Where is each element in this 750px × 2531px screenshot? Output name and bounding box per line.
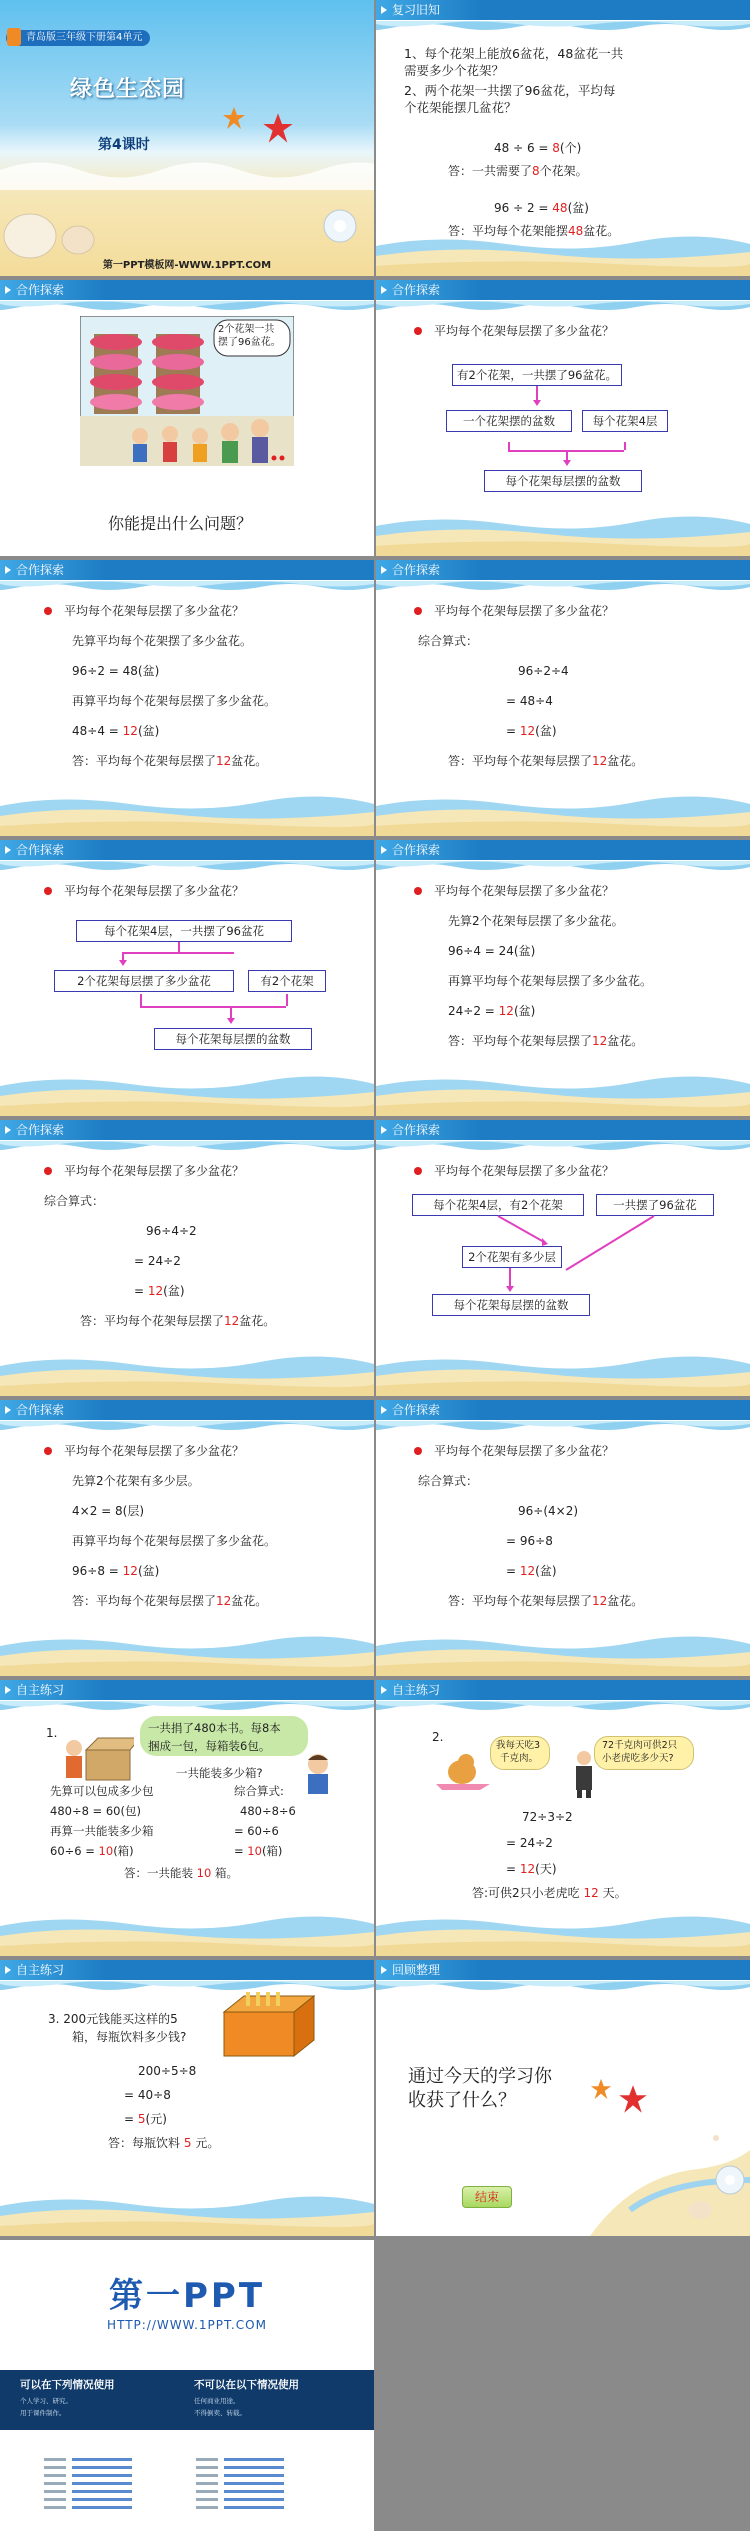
box-layers: 每个花架4层 xyxy=(582,410,668,432)
starfish-icon xyxy=(222,106,246,130)
method-1-step-1: 先算可以包成多少包 xyxy=(50,1784,154,1798)
slide-header: 合作探索 xyxy=(0,560,374,580)
beach-band xyxy=(0,1914,374,1956)
cannot-use-heading: 不可以在以下情况使用 xyxy=(194,2379,299,2391)
question: 平均每个花架每层摆了多少盆花？ xyxy=(434,1444,615,1458)
slide-header: 合作探索 xyxy=(0,1400,374,1420)
slide-practice-3 xyxy=(0,1960,374,2236)
header-wave xyxy=(376,1698,750,1710)
slide-header: 回顾整理 xyxy=(376,1960,750,1980)
bubble-tiger-line-2: 千克肉。 xyxy=(500,1753,539,1764)
step-2: 再算平均每个花架每层摆了多少盆花。 xyxy=(72,694,277,708)
combined-label: 综合算式： xyxy=(44,1194,105,1208)
wave-icon xyxy=(0,150,374,190)
summary-line-1: 通过今天的学习你 xyxy=(408,2066,552,2087)
slide-method-1 xyxy=(0,560,374,836)
step-1-eq: 96÷2 = 48(盆) xyxy=(72,664,160,678)
beach-band xyxy=(376,514,750,556)
bubble-line-2: 摆了96盆花。 xyxy=(218,337,281,348)
slide-header: 合作探索 xyxy=(376,1400,750,1420)
step-1: 先算2个花架每层摆了多少盆花。 xyxy=(448,914,624,928)
cover-title: 绿色生态园 xyxy=(70,77,186,102)
box-two-shelves: 有2个花架 xyxy=(248,970,326,992)
combined-label: 综合算式: xyxy=(234,1784,284,1798)
slide-header: 合作探索 xyxy=(376,560,750,580)
box-total-layers: 2个花架有多少层 xyxy=(462,1246,562,1268)
bubble-keeper-line-1: 72千克肉可供2只 xyxy=(602,1740,678,1751)
header-wave xyxy=(376,858,750,870)
header-wave xyxy=(376,18,750,30)
combined-result: = 12(盆) xyxy=(506,724,557,738)
summary-line-2: 收获了什么？ xyxy=(408,2090,516,2111)
header-wave xyxy=(376,1418,750,1430)
problem-number: 2. xyxy=(432,1730,444,1744)
box-result: 每个花架每层摆的盆数 xyxy=(154,1028,312,1050)
box-given: 每个花架4层，一共摆了96盆花 xyxy=(76,920,292,942)
combined-eq: 480÷8÷6 xyxy=(240,1804,296,1818)
end-button[interactable]: 结束 xyxy=(462,2186,512,2208)
header-wave xyxy=(0,1418,374,1430)
question: 平均每个花架每层摆了多少盆花？ xyxy=(434,324,615,338)
bubble-line-1: 一共捐了480本书。每8本 xyxy=(148,1721,281,1735)
slide-diagram-c xyxy=(376,1120,750,1396)
question-line-1: 3. 200元钱能买这样的5 xyxy=(48,2012,178,2026)
answer: 答:可供2只小老虎吃 12 天。 xyxy=(472,1886,627,1900)
combined-step: = 40÷8 xyxy=(124,2088,171,2102)
box-result: 每个花架每层摆的盆数 xyxy=(432,1294,590,1316)
combined-label: 综合算式： xyxy=(418,1474,479,1488)
beach-band xyxy=(0,1354,374,1396)
answer: 答：平均每个花架每层摆了12盆花。 xyxy=(72,754,268,768)
tiger-illustration xyxy=(436,1750,490,1790)
answer: 答：一共能装 10 箱。 xyxy=(124,1866,238,1880)
beach-band xyxy=(376,1914,750,1956)
bullet-icon xyxy=(414,607,422,615)
header-wave xyxy=(376,1138,750,1150)
slide-cover xyxy=(0,0,374,276)
method-1-step-2: 再算一共能装多少箱 xyxy=(50,1824,154,1838)
slide-summary xyxy=(376,1960,750,2236)
slide-header: 合作探索 xyxy=(0,280,374,300)
equation-1: 48 ÷ 6 = 8(个) xyxy=(494,141,582,155)
method-1-step-1-eq: 480÷8 = 60(包) xyxy=(50,1804,141,1818)
bubble-keeper-line-2: 小老虎吃多少天? xyxy=(602,1753,674,1764)
box-given: 有2个花架，一共摆了96盆花。 xyxy=(452,364,622,386)
beach-band xyxy=(0,794,374,836)
can-use-heading: 可以在下列情况使用 xyxy=(20,2379,115,2391)
combined-result: = 12(盆) xyxy=(134,1284,185,1298)
question: 平均每个花架每层摆了多少盆花？ xyxy=(434,884,615,898)
book-icon xyxy=(7,28,21,46)
answer: 答：平均每个花架每层摆了12盆花。 xyxy=(448,1594,644,1608)
book-box-illustration xyxy=(62,1732,134,1784)
promo-url[interactable]: HTTP://WWW.1PPT.COM xyxy=(107,2318,267,2332)
answer: 答：平均每个花架每层摆了12盆花。 xyxy=(448,1034,644,1048)
starfish-red-icon xyxy=(262,112,294,144)
boy-icon xyxy=(302,1752,334,1794)
beach-band xyxy=(0,1634,374,1676)
step-2: 再算平均每个花架每层摆了多少盆花。 xyxy=(72,1534,277,1548)
bullet-icon xyxy=(414,1447,422,1455)
question: 平均每个花架每层摆了多少盆花？ xyxy=(434,604,615,618)
badge: 青岛版三年级下册第4单元 xyxy=(6,30,150,46)
beach-band xyxy=(376,1634,750,1676)
header-wave xyxy=(0,1698,374,1710)
box-total: 一共摆了96盆花 xyxy=(596,1194,714,1216)
cannot-use-2: 不得倒卖、转载。 xyxy=(194,2409,246,2417)
answer: 答：平均每个花架每层摆了12盆花。 xyxy=(448,754,644,768)
answer-2: 答：平均每个花架能摆48盆花。 xyxy=(448,224,620,238)
bullet-icon xyxy=(44,1447,52,1455)
combined-result: = 12(盆) xyxy=(506,1564,557,1578)
combined-eq: 96÷4÷2 xyxy=(146,1224,197,1238)
bullet-icon xyxy=(414,887,422,895)
bullet-icon xyxy=(44,607,52,615)
question-line-2: 箱，每瓶饮料多少钱? xyxy=(72,2030,187,2044)
bubble-line-2: 捆成一包，每箱装6包。 xyxy=(148,1739,271,1753)
answer: 答：平均每个花架每层摆了12盆花。 xyxy=(80,1314,276,1328)
header-wave xyxy=(376,1978,750,1990)
step-2-eq: 48÷4 = 12(盆) xyxy=(72,724,160,738)
box-per-shelf: 一个花架摆的盆数 xyxy=(446,410,572,432)
header-wave xyxy=(376,578,750,590)
combined-eq: 96÷2÷4 xyxy=(518,664,569,678)
drink-box-illustration xyxy=(216,1990,334,2060)
can-use-1: 个人学习、研究。 xyxy=(20,2397,72,2405)
bullet-icon xyxy=(44,887,52,895)
question-1a: 1、每个花架上能放6盆花，48盆花一共 xyxy=(404,46,624,61)
question: 平均每个花架每层摆了多少盆花？ xyxy=(434,1164,615,1178)
link-list xyxy=(0,2436,374,2531)
combined-step: = 48÷4 xyxy=(506,694,553,708)
beach-band xyxy=(376,794,750,836)
combined-eq: 96÷(4×2) xyxy=(518,1504,579,1518)
keeper-icon xyxy=(572,1750,596,1798)
bullet-icon xyxy=(414,327,422,335)
slide-header: 自主练习 xyxy=(0,1960,374,1980)
connector-lines xyxy=(376,1120,750,1396)
beach-band xyxy=(376,1074,750,1116)
header-wave xyxy=(0,858,374,870)
beach-band xyxy=(376,234,750,276)
header-wave xyxy=(0,298,374,310)
step-2-eq: 96÷8 = 12(盆) xyxy=(72,1564,160,1578)
box-result: 每个花架每层摆的盆数 xyxy=(484,470,642,492)
step-2: 再算平均每个花架每层摆了多少盆花。 xyxy=(448,974,653,988)
slide-method-3 xyxy=(0,1400,374,1676)
bubble-line-1: 2个花架一共 xyxy=(218,324,275,335)
slide-promo xyxy=(0,2240,374,2531)
slide-combined-3 xyxy=(376,1400,750,1676)
combined-eq: 72÷3÷2 xyxy=(522,1810,573,1824)
bullet-icon xyxy=(44,1167,52,1175)
cover-footer: 第一PPT模板网-WWW.1PPT.COM xyxy=(102,260,272,271)
question: 平均每个花架每层摆了多少盆花？ xyxy=(64,1164,245,1178)
question-1b: 需要多少个花架？ xyxy=(404,63,505,78)
beach-band xyxy=(0,2194,374,2236)
slide-combined-2 xyxy=(0,1120,374,1396)
prompt-question: 你能提出什么问题？ xyxy=(108,514,253,533)
slide-header: 自主练习 xyxy=(376,1680,750,1700)
promo-logo: 第一PPT xyxy=(108,2276,266,2316)
answer: 答：每瓶饮料 5 元。 xyxy=(108,2136,220,2150)
combined-result: = 10(箱) xyxy=(234,1844,283,1858)
combined-step: = 24÷2 xyxy=(506,1836,553,1850)
slide-header: 自主练习 xyxy=(0,1680,374,1700)
question-2b: 个花架能摆几盆花？ xyxy=(404,100,517,115)
combined-label: 综合算式： xyxy=(418,634,479,648)
slide-header: 合作探索 xyxy=(376,840,750,860)
question-2a: 2、两个花架一共摆了96盆花，平均每 xyxy=(404,83,616,98)
slide-header: 复习旧知 xyxy=(376,0,750,20)
empty-area xyxy=(376,2240,750,2531)
sub-question: 一共能装多少箱? xyxy=(176,1766,263,1780)
slide-diagram-a xyxy=(376,280,750,556)
slide-combined-1 xyxy=(376,560,750,836)
step-1: 先算2个花架有多少层。 xyxy=(72,1474,200,1488)
slide-practice-2 xyxy=(376,1680,750,1956)
step-1-eq: 96÷4 = 24(盆) xyxy=(448,944,536,958)
step-1-eq: 4×2 = 8(层) xyxy=(72,1504,145,1518)
equation-2: 96 ÷ 2 = 48(盆) xyxy=(494,201,589,215)
problem-number: 1. xyxy=(46,1726,58,1740)
answer-1: 答：一共需要了8个花架。 xyxy=(448,164,588,178)
bubble-tiger-line-1: 我每天吃3 xyxy=(496,1740,541,1751)
can-use-2: 用于课件制作。 xyxy=(20,2409,66,2417)
answer: 答：平均每个花架每层摆了12盆花。 xyxy=(72,1594,268,1608)
step-1: 先算平均每个花架摆了多少盆花。 xyxy=(72,634,253,648)
starfish-icon xyxy=(590,2078,612,2100)
header-wave xyxy=(376,298,750,310)
header-wave xyxy=(0,1978,374,1990)
header-wave xyxy=(0,578,374,590)
box-layers-shelves: 每个花架4层，有2个花架 xyxy=(412,1194,584,1216)
slide-review xyxy=(376,0,750,276)
header-wave xyxy=(0,1138,374,1150)
method-1-step-2-eq: 60÷6 = 10(箱) xyxy=(50,1844,134,1858)
slide-header: 合作探索 xyxy=(376,1120,750,1140)
slide-practice-1 xyxy=(0,1680,374,1956)
cannot-use-1: 任何商业用途。 xyxy=(194,2397,240,2405)
slide-header: 合作探索 xyxy=(376,280,750,300)
combined-result: = 5(元) xyxy=(124,2112,167,2126)
slide-method-2 xyxy=(376,840,750,1116)
slide-explore-picture xyxy=(0,280,374,556)
lesson-label: 第4课时 xyxy=(98,137,150,153)
beach-decoration xyxy=(590,2110,750,2236)
question: 平均每个花架每层摆了多少盆花？ xyxy=(64,604,245,618)
question: 平均每个花架每层摆了多少盆花？ xyxy=(64,884,245,898)
step-2-eq: 24÷2 = 12(盆) xyxy=(448,1004,536,1018)
combined-result: = 12(天) xyxy=(506,1862,557,1876)
beach-band xyxy=(0,1074,374,1116)
slide-diagram-b xyxy=(0,840,374,1116)
box-two-shelves-per-layer: 2个花架每层摆了多少盆花 xyxy=(54,970,234,992)
combined-step: = 60÷6 xyxy=(234,1824,279,1838)
combined-step: = 24÷2 xyxy=(134,1254,181,1268)
combined-step: = 96÷8 xyxy=(506,1534,553,1548)
question: 平均每个花架每层摆了多少盆花？ xyxy=(64,1444,245,1458)
slide-header: 合作探索 xyxy=(0,840,374,860)
combined-eq: 200÷5÷8 xyxy=(138,2064,197,2078)
slide-header: 合作探索 xyxy=(0,1120,374,1140)
